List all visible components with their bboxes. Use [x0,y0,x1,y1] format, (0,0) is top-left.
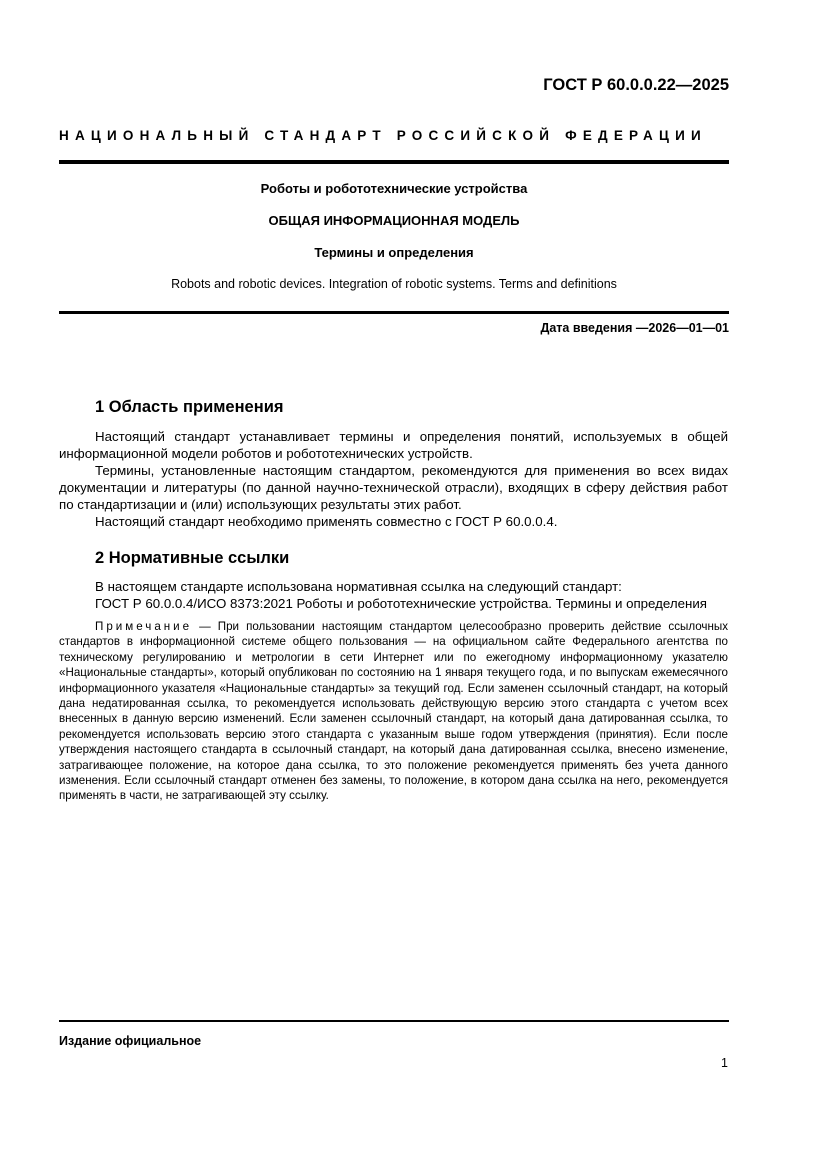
section-2-body [59,578,728,612]
paragraph: Термины, установленные настоящим стандартом, рекомендуются для применения во всех видах документации и литературы (по данной научно-технической отрасли), входящих в сферу действия работ по стандартизации и (или) использующих результаты этих работ. [59,463,728,512]
title-english: Robots and robotic devices. Integration of robotic systems. Terms and definitions [171,277,617,291]
edition-label: Издание официальное [59,1034,202,1048]
section-1-heading: 1 Область применения [95,398,284,416]
paragraph: Настоящий стандарт необходимо применять совместно с ГОСТ Р 60.0.0.4. [95,514,558,529]
standard-number: ГОСТ Р 60.0.0.22—2025 [543,76,729,94]
note-block [59,619,728,804]
page-number: 1 [721,1056,728,1070]
note-label: Примечание [95,620,193,633]
note-text: — При пользовании настоящим стандартом целесообразно проверить действие ссылочных стандартов в информационной системе общего пользования — на официальном сайте Федерального агентства по техническому регулированию и метрологии в сети Интернет или по ежегодному информационному указателю «Национальные стандарты», который опубликован по состоянию на 1 января текущего года, и по выпускам ежемесячного информационного указателя «Национальные стандарты» за текущий год. Если заменен ссылочный стандарт, на который дана недатированная ссылка, то рекомендуется использовать действующую версию этого стандарта с учетом всех внесенных в данную версию изменений. Если заменен ссылочный стандарт, на который дана датированная ссылка, то рекомендуется использовать версию этого стандарта с указанным выше годом утверждения (принятия). Если после утверждения настоящего стандарта в ссылочный стандарт, на который дана датированная ссылка, внесено изменение, затрагивающее положение, на которое дана ссылка, то это положение рекомендуется применять без учета данного изменения. Если ссылочный стандарт отменен без замены, то положение, в котором дана ссылка на него, рекомендуется применять в части, не затрагивающей эту ссылку. [59,620,728,803]
intro-date: Дата введения —2026—01—01 [540,321,729,335]
title-divider [59,311,729,314]
title-sub: Термины и определения [314,245,474,260]
title-group: Роботы и робототехнические устройства [260,181,528,196]
paragraph: ГОСТ Р 60.0.0.4/ИСО 8373:2021 Роботы и робототехнические устройства. Термины и определения [95,596,707,611]
section-1-body [59,428,728,530]
footer-divider [59,1020,729,1022]
national-standard-title: НАЦИОНАЛЬНЫЙ СТАНДАРТ РОССИЙСКОЙ ФЕДЕРАЦИИ [59,128,707,143]
header-divider [59,160,729,164]
paragraph: Настоящий стандарт устанавливает термины и определения понятий, используемых в общей информационной модели роботов и робототехнических устройств. [59,429,728,461]
title-main: ОБЩАЯ ИНФОРМАЦИОННАЯ МОДЕЛЬ [268,213,520,228]
paragraph: В настоящем стандарте использована нормативная ссылка на следующий стандарт: [95,579,622,594]
section-2-heading: 2 Нормативные ссылки [95,549,290,567]
